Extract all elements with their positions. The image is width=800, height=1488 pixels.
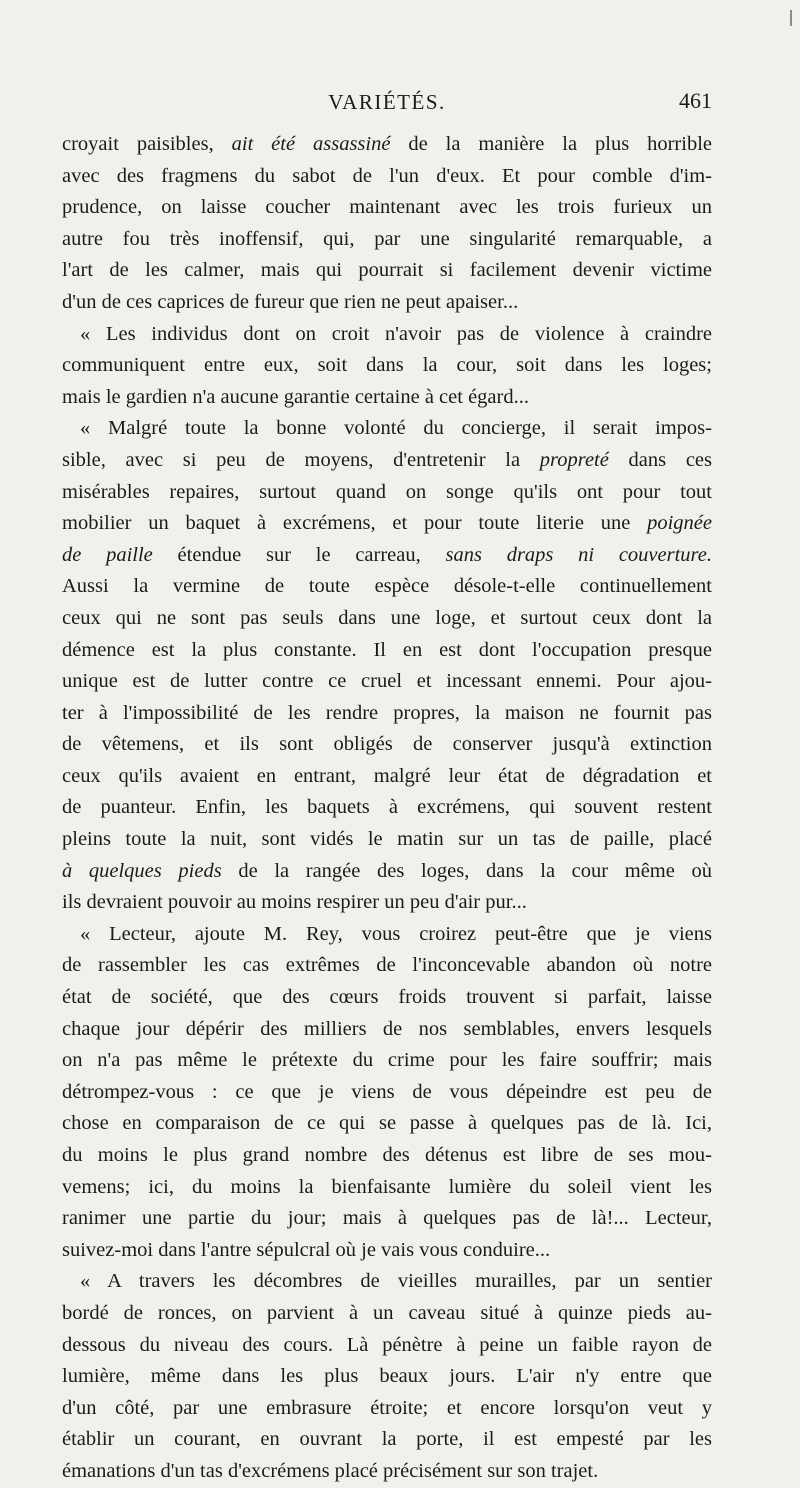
text-run: croyait paisibles, xyxy=(62,133,232,155)
text-line xyxy=(62,161,712,193)
text-line xyxy=(62,540,712,572)
text-line xyxy=(62,1172,712,1204)
text-run: de la rangée des loges, dans la cour même où xyxy=(221,859,712,882)
text-run: état de société, que des cœurs froids trouvent si parfait, laisse xyxy=(62,986,712,1009)
text-run: vemens; ici, du moins la bienfaisante lumière du soleil vient les xyxy=(62,1175,712,1198)
text-run: mobilier un baquet à excrémens, et pour toute literie une xyxy=(62,512,648,535)
text-run: émanations d'un tas d'excrémens placé précisément sur son trajet. xyxy=(62,1459,599,1482)
text-run: ils devraient pouvoir au moins respirer un peu d'air pur... xyxy=(62,891,527,914)
text-run: bordé de ronces, on parvient à un caveau situé à quinze pieds au- xyxy=(62,1301,712,1324)
text-line xyxy=(62,129,712,161)
page-edge-mark xyxy=(790,10,792,26)
text-line xyxy=(62,856,712,888)
text-run: sible, avec si peu de moyens, d'entretenir la xyxy=(62,448,540,471)
text-run: ranimer une partie du jour; mais à quelques pas de là!... Lecteur, xyxy=(62,1207,712,1230)
body-text xyxy=(62,129,712,1488)
page-number: 461 xyxy=(679,88,712,113)
text-run: misérables repaires, surtout quand on songe qu'ils ont pour tout xyxy=(62,480,712,503)
text-line xyxy=(62,792,712,824)
text-line xyxy=(62,382,712,414)
italic-phrase: de paille xyxy=(62,543,153,566)
text-line xyxy=(62,571,712,603)
text-line xyxy=(62,1108,712,1140)
text-line xyxy=(62,887,712,919)
text-run: on n'a pas même le prétexte du crime pour les faire souffrir; mais xyxy=(62,1049,712,1072)
text-run: d'un de ces caprices de fureur que rien ne peut apaiser... xyxy=(62,290,519,313)
text-run: détrompez-vous : ce que je viens de vous dépeindre est peu de xyxy=(62,1080,712,1103)
running-head: VARIÉTÉS. xyxy=(328,90,446,114)
text-line xyxy=(62,445,712,477)
text-run: avec des fragmens du sabot de l'un d'eux. Et pour comble d'im- xyxy=(62,164,712,187)
text-run: « Les individus dont on croit n'avoir pas de violence à craindre xyxy=(80,322,712,345)
text-run: « Lecteur, ajoute M. Rey, vous croirez peut-être que je viens xyxy=(80,922,712,945)
italic-phrase: propreté xyxy=(539,448,609,471)
italic-phrase: poignée xyxy=(647,512,712,535)
text-line xyxy=(62,1361,712,1393)
italic-phrase: à quelques pieds xyxy=(62,859,222,882)
text-run: démence est la plus constante. Il en est dont l'occupation presque xyxy=(62,638,712,661)
text-line xyxy=(62,224,712,256)
text-line xyxy=(62,635,712,667)
text-line xyxy=(62,350,712,382)
text-run: chaque jour dépérir des milliers de nos semblables, envers lesquels xyxy=(62,1017,712,1040)
text-line xyxy=(62,1330,712,1362)
text-line xyxy=(62,603,712,635)
text-line xyxy=(62,1077,712,1109)
text-line xyxy=(62,192,712,224)
text-run: chose en comparaison de ce qui se passe à quelques pas de là. Ici, xyxy=(62,1112,712,1135)
text-run: communiquent entre eux, soit dans la cour, soit dans les loges; xyxy=(62,354,712,377)
text-run: « A travers les décombres de vieilles murailles, par un sentier xyxy=(80,1270,712,1293)
text-line xyxy=(62,698,712,730)
text-run: de puanteur. Enfin, les baquets à excrémens, qui souvent restent xyxy=(62,796,712,819)
text-line xyxy=(62,824,712,856)
text-run: l'art de les calmer, mais qui pourrait si facilement devenir victime xyxy=(62,259,712,282)
text-line xyxy=(62,508,712,540)
text-run: « Malgré toute la bonne volonté du concierge, il serait impos- xyxy=(80,417,712,440)
text-line xyxy=(62,413,712,445)
text-line xyxy=(62,1140,712,1172)
text-line xyxy=(62,1424,712,1456)
text-run: du moins le plus grand nombre des détenus est libre de ses mou- xyxy=(62,1144,712,1166)
text-line xyxy=(62,1014,712,1046)
text-run: de la manière la plus horrible xyxy=(390,133,712,155)
text-line xyxy=(62,1456,712,1488)
text-line xyxy=(62,477,712,509)
text-run: ter à l'impossibilité de les rendre propres, la maison ne fournit pas xyxy=(62,701,712,724)
text-line xyxy=(62,950,712,982)
italic-phrase: ait été assassiné xyxy=(231,133,391,155)
text-run: ceux qu'ils avaient en entrant, malgré leur état de dégradation et xyxy=(62,764,712,787)
text-line xyxy=(62,761,712,793)
text-run: dans ces xyxy=(608,448,712,471)
text-line xyxy=(62,287,712,319)
text-run: autre fou très inoffensif, qui, par une singularité remarquable, a xyxy=(62,227,712,250)
text-line xyxy=(62,319,712,351)
text-run: suivez-moi dans l'antre sépulcral où je vais vous conduire... xyxy=(62,1238,551,1261)
text-run: étendue sur le carreau, xyxy=(152,543,446,566)
text-run: unique est de lutter contre ce cruel et incessant ennemi. Pour ajou- xyxy=(62,670,712,693)
text-line xyxy=(62,1235,712,1267)
text-line xyxy=(62,919,712,951)
text-run: ceux qui ne sont pas seuls dans une loge, et surtout ceux dont la xyxy=(62,606,712,629)
text-line xyxy=(62,1266,712,1298)
text-run: lumière, même dans les plus beaux jours. L'air n'y entre que xyxy=(62,1365,712,1388)
text-line xyxy=(62,666,712,698)
text-line xyxy=(62,729,712,761)
text-run: prudence, on laisse coucher maintenant avec les trois furieux un xyxy=(62,196,712,219)
text-line xyxy=(62,1393,712,1425)
text-run: de rassembler les cas extrêmes de l'inconcevable abandon où notre xyxy=(62,954,712,977)
italic-phrase: sans draps ni couverture. xyxy=(445,543,712,566)
text-run: d'un côté, par une embrasure étroite; et encore lorsqu'on veut y xyxy=(62,1396,712,1419)
text-run: établir un courant, en ouvrant la porte, il est empesté par les xyxy=(62,1428,712,1451)
text-run: mais le gardien n'a aucune garantie certaine à cet égard... xyxy=(62,385,529,408)
page-header xyxy=(62,86,712,118)
text-line xyxy=(62,982,712,1014)
text-line xyxy=(62,1203,712,1235)
text-line xyxy=(62,1045,712,1077)
text-run: dessous du niveau des cours. Là pénètre à peine un faible rayon de xyxy=(62,1333,712,1356)
text-run: pleins toute la nuit, sont vidés le matin sur un tas de paille, placé xyxy=(62,828,712,851)
text-run: Aussi la vermine de toute espèce désole-t-elle continuellement xyxy=(62,575,712,598)
text-run: de vêtemens, et ils sont obligés de conserver jusqu'à extinction xyxy=(62,733,712,756)
text-line xyxy=(62,255,712,287)
text-line xyxy=(62,1298,712,1330)
